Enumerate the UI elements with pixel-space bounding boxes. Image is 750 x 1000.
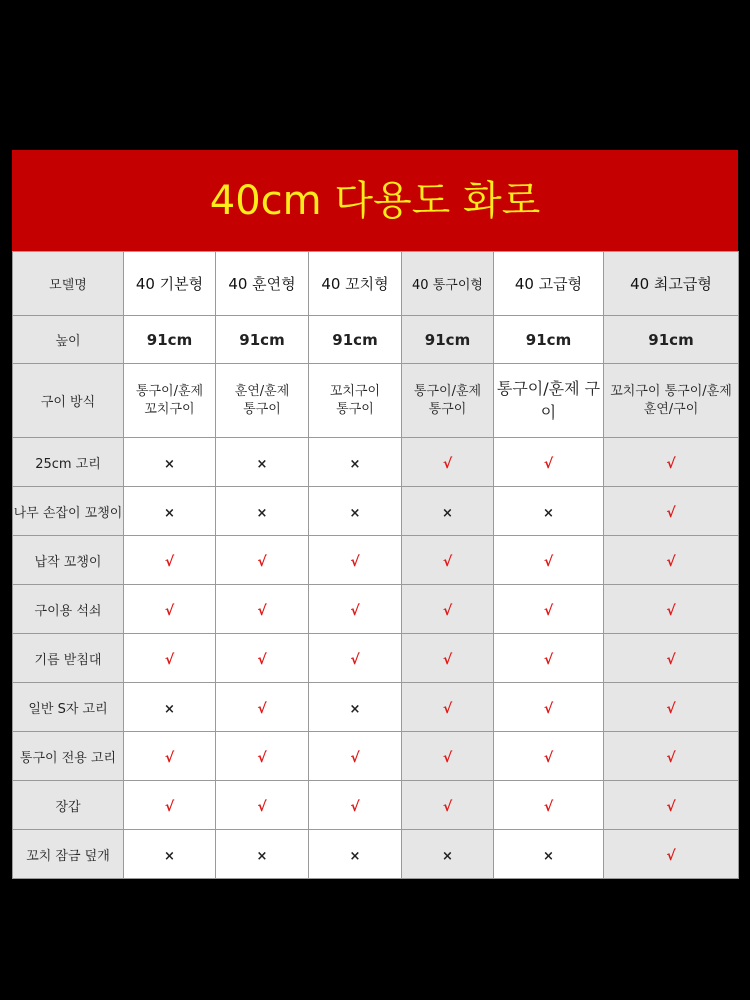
feature-label: 꼬치 잠금 덮개 (13, 830, 124, 879)
feature-row (13, 732, 739, 781)
feature-label: 장갑 (13, 781, 124, 830)
table-cell (309, 585, 402, 634)
table-cell (494, 830, 604, 879)
table-cell (124, 732, 216, 781)
height-value: 91cm (332, 331, 378, 349)
feature-label: 통구이 전용 고리 (13, 732, 124, 781)
table-cell (124, 830, 216, 879)
table-cell (402, 536, 494, 585)
check-mark: √ (666, 504, 676, 521)
table-cell (124, 634, 216, 683)
check-mark: √ (666, 798, 676, 815)
check-mark: √ (442, 553, 453, 570)
table-cell (124, 781, 216, 830)
feature-label: 납작 꼬챙이 (13, 536, 124, 585)
check-mark: √ (543, 798, 554, 815)
check-mark: √ (164, 651, 175, 668)
check-mark: √ (257, 602, 267, 619)
row-label-model: 모델명 (13, 252, 124, 316)
table-cell (309, 316, 402, 364)
feature-row (13, 487, 739, 536)
table-cell (402, 683, 494, 732)
table-cell (216, 438, 309, 487)
table-cell (494, 487, 604, 536)
check-mark: √ (666, 455, 676, 472)
title-banner (12, 150, 738, 251)
table-cell (402, 316, 494, 364)
feature-row (13, 683, 739, 732)
table-cell (604, 438, 739, 487)
method-text: 훈연/훈제 통구이 (234, 383, 290, 417)
no-mark: × (164, 848, 175, 864)
table-cell (216, 536, 309, 585)
check-mark: √ (543, 651, 554, 668)
table-cell (494, 683, 604, 732)
table-cell (604, 487, 739, 536)
check-mark: √ (666, 553, 676, 570)
check-mark: √ (442, 602, 453, 619)
table-cell (494, 536, 604, 585)
table-cell (216, 732, 309, 781)
table-cell (494, 316, 604, 364)
table-cell (604, 634, 739, 683)
table-cell (494, 634, 604, 683)
method-text: 통구이/훈제 구이 (496, 378, 601, 422)
table-cell (402, 732, 494, 781)
feature-label: 25cm 고리 (13, 438, 124, 487)
table-cell (309, 536, 402, 585)
check-mark: √ (442, 455, 453, 472)
spec-table (12, 251, 739, 879)
check-mark: √ (442, 749, 453, 766)
check-mark: √ (442, 651, 453, 668)
table-cell (604, 536, 739, 585)
feature-label: 기름 받침대 (13, 634, 124, 683)
table-cell (604, 316, 739, 364)
feature-row (13, 536, 739, 585)
check-mark: √ (666, 651, 676, 668)
feature-label: 구이용 석쇠 (13, 585, 124, 634)
table-cell (124, 536, 216, 585)
height-value: 91cm (424, 331, 471, 349)
no-mark: × (349, 701, 361, 717)
height-value: 91cm (525, 331, 572, 349)
model-name: 40 고급형 (514, 275, 583, 293)
table-cell (604, 732, 739, 781)
check-mark: √ (350, 602, 360, 619)
check-mark: √ (164, 749, 175, 766)
table-cell (124, 585, 216, 634)
comparison-sheet (12, 150, 738, 878)
check-mark: √ (257, 553, 267, 570)
feature-row (13, 634, 739, 683)
table-cell (604, 683, 739, 732)
table-cell (309, 634, 402, 683)
check-mark: √ (543, 455, 554, 472)
method-text: 통구이/훈제 꼬치구이 (135, 383, 204, 417)
table-cell (216, 585, 309, 634)
height-value: 91cm (239, 331, 285, 349)
check-mark: √ (666, 847, 676, 864)
table-cell (402, 438, 494, 487)
table-cell (309, 732, 402, 781)
check-mark: √ (666, 749, 676, 766)
table-cell (124, 316, 216, 364)
feature-label: 일반 S자 고리 (13, 683, 124, 732)
table-cell (402, 830, 494, 879)
table-cell (216, 364, 309, 438)
table-cell (402, 781, 494, 830)
check-mark: √ (257, 651, 267, 668)
no-mark: × (256, 505, 268, 521)
check-mark: √ (666, 700, 676, 717)
height-value: 91cm (146, 331, 193, 349)
table-cell (124, 364, 216, 438)
no-mark: × (543, 848, 554, 864)
check-mark: √ (666, 602, 676, 619)
row-label-height: 높이 (13, 316, 124, 364)
feature-row (13, 830, 739, 879)
feature-row (13, 585, 739, 634)
table-cell (604, 830, 739, 879)
feature-row (13, 438, 739, 487)
table-cell (309, 364, 402, 438)
table-cell (216, 316, 309, 364)
table-cell (402, 585, 494, 634)
model-cell (124, 252, 216, 316)
check-mark: √ (257, 798, 267, 815)
table-cell (494, 585, 604, 634)
table-cell (402, 634, 494, 683)
no-mark: × (442, 848, 453, 864)
model-cell (604, 252, 739, 316)
model-cell (309, 252, 402, 316)
no-mark: × (349, 505, 361, 521)
check-mark: √ (543, 749, 554, 766)
check-mark: √ (257, 700, 267, 717)
check-mark: √ (350, 798, 360, 815)
table-cell (216, 683, 309, 732)
check-mark: √ (350, 749, 360, 766)
table-cell (309, 830, 402, 879)
check-mark: √ (164, 602, 175, 619)
table-cell (494, 438, 604, 487)
model-cell (216, 252, 309, 316)
check-mark: √ (164, 553, 175, 570)
check-mark: √ (350, 553, 360, 570)
table-cell (402, 487, 494, 536)
height-row (13, 316, 739, 364)
method-text: 꼬치구이 통구이/훈제 훈연/구이 (610, 383, 732, 417)
table-cell (216, 634, 309, 683)
check-mark: √ (442, 700, 453, 717)
table-cell (402, 364, 494, 438)
table-cell (216, 781, 309, 830)
table-cell (216, 830, 309, 879)
height-value: 91cm (648, 331, 694, 349)
no-mark: × (164, 456, 175, 472)
no-mark: × (256, 848, 268, 864)
feature-label: 나무 손잡이 꼬챙이 (13, 487, 124, 536)
check-mark: √ (543, 602, 554, 619)
no-mark: × (349, 456, 361, 472)
no-mark: × (256, 456, 268, 472)
page-title: 40cm 다용도 화로 (209, 177, 541, 224)
no-mark: × (164, 505, 175, 521)
check-mark: √ (257, 749, 267, 766)
no-mark: × (164, 701, 175, 717)
model-cell (494, 252, 604, 316)
no-mark: × (543, 505, 554, 521)
model-name: 40 통구이형 (412, 278, 483, 293)
check-mark: √ (442, 798, 453, 815)
no-mark: × (442, 505, 453, 521)
model-name: 40 꼬치형 (321, 275, 389, 293)
table-cell (309, 487, 402, 536)
model-row (13, 252, 739, 316)
model-cell (402, 252, 494, 316)
method-row (13, 364, 739, 438)
no-mark: × (349, 848, 361, 864)
check-mark: √ (543, 553, 554, 570)
table-cell (604, 781, 739, 830)
table-cell (309, 781, 402, 830)
method-text: 통구이/훈제 통구이 (413, 383, 482, 417)
table-cell (604, 585, 739, 634)
table-cell (494, 732, 604, 781)
table-cell (494, 781, 604, 830)
check-mark: √ (350, 651, 360, 668)
table-cell (494, 364, 604, 438)
table-cell (604, 364, 739, 438)
row-label-method: 구이 방식 (13, 364, 124, 438)
model-name: 40 훈연형 (228, 275, 296, 293)
method-text: 꼬치구이 통구이 (329, 383, 381, 417)
feature-row (13, 781, 739, 830)
table-cell (124, 683, 216, 732)
check-mark: √ (543, 700, 554, 717)
check-mark: √ (164, 798, 175, 815)
table-cell (124, 438, 216, 487)
table-cell (309, 438, 402, 487)
table-cell (309, 683, 402, 732)
model-name: 40 기본형 (135, 275, 204, 293)
model-name: 40 최고급형 (630, 275, 712, 293)
table-cell (216, 487, 309, 536)
table-cell (124, 487, 216, 536)
